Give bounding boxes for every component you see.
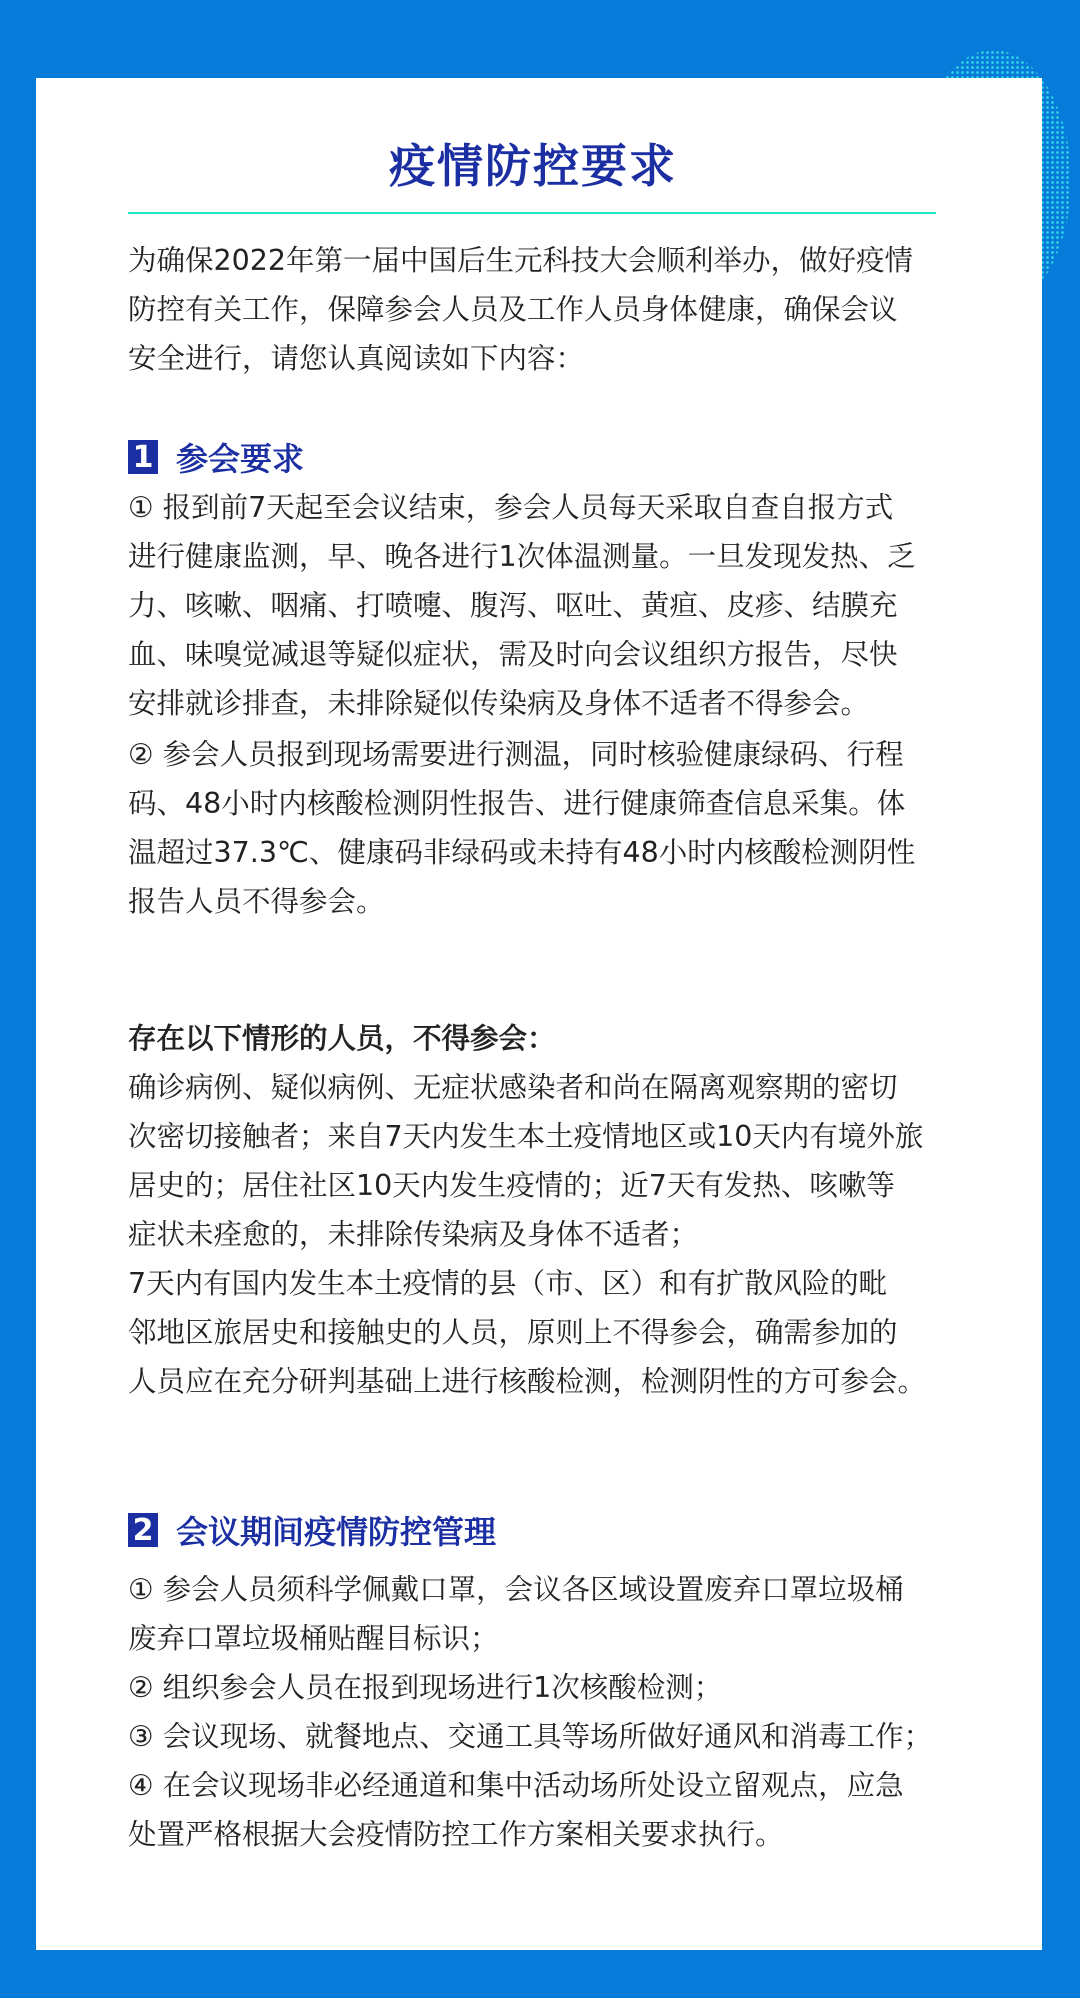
requirement-item-1 xyxy=(128,483,916,728)
section-2-items xyxy=(128,1565,932,1859)
section-number-badge: 2 xyxy=(128,1513,158,1547)
text-line: 处置严格根据大会疫情防控工作方案相关要求执行。 xyxy=(128,1818,784,1851)
text-line: 报告人员不得参会。 xyxy=(128,885,385,918)
section-1-items xyxy=(128,483,916,928)
intro-line: 为确保2022年第一届中国后生元科技大会顺利举办，做好疫情 xyxy=(128,244,914,277)
exclusion-block xyxy=(128,1014,926,1406)
section-1-header xyxy=(128,434,304,480)
text-line: 确诊病例、疑似病例、无症状感染者和尚在隔离观察期的密切 xyxy=(128,1071,898,1104)
content-card xyxy=(36,78,1042,1950)
text-line: 安排就诊排查，未排除疑似传染病及身体不适者不得参会。 xyxy=(128,687,870,720)
text-line: 码、48小时内核酸检测阴性报告、进行健康筛查信息采集。体 xyxy=(128,787,906,820)
text-line: ① 报到前7天起至会议结束，参会人员每天采取自查自报方式 xyxy=(128,491,894,524)
section-2-header xyxy=(128,1507,496,1553)
text-line: ① 参会人员须科学佩戴口罩，会议各区域设置废弃口罩垃圾桶 xyxy=(128,1573,904,1606)
requirement-item-2 xyxy=(128,730,916,926)
section-number-badge: 1 xyxy=(128,440,158,474)
exclusion-heading: 存在以下情形的人员，不得参会： xyxy=(128,1022,556,1055)
intro-paragraph xyxy=(128,236,913,383)
text-line: 7天内有国内发生本土疫情的县（市、区）和有扩散风险的毗 xyxy=(128,1267,888,1300)
text-line: ② 参会人员报到现场需要进行测温，同时核验健康绿码、行程 xyxy=(128,738,904,771)
text-line: ③ 会议现场、就餐地点、交通工具等场所做好通风和消毒工作； xyxy=(128,1720,933,1753)
text-line: 温超过37.3℃、健康码非绿码或未持有48小时内核酸检测阴性 xyxy=(128,836,916,869)
text-line: 居史的；居住社区10天内发生疫情的；近7天有发热、咳嗽等 xyxy=(128,1169,895,1202)
text-line: ② 组织参会人员在报到现场进行1次核酸检测； xyxy=(128,1671,723,1704)
text-line: 力、咳嗽、咽痛、打喷嚏、腹泻、呕吐、黄疸、皮疹、结膜充 xyxy=(128,589,898,622)
section-title: 会议期间疫情防控管理 xyxy=(176,1513,497,1551)
intro-line: 安全进行，请您认真阅读如下内容： xyxy=(128,342,585,375)
text-line: 血、味嗅觉减退等疑似症状，需及时向会议组织方报告，尽快 xyxy=(128,638,898,671)
text-line: ④ 在会议现场非必经通道和集中活动场所处设立留观点，应急 xyxy=(128,1769,904,1802)
text-line: 人员应在充分研判基础上进行核酸检测，检测阴性的方可参会。 xyxy=(128,1365,927,1398)
text-line: 邻地区旅居史和接触史的人员，原则上不得参会，确需参加的 xyxy=(128,1316,898,1349)
text-line: 症状未痊愈的，未排除传染病及身体不适者； xyxy=(128,1218,699,1251)
text-line: 进行健康监测，早、晚各进行1次体温测量。一旦发现发热、乏 xyxy=(128,540,916,573)
title-divider xyxy=(128,212,936,214)
text-line: 废弃口罩垃圾桶贴醒目标识； xyxy=(128,1622,499,1655)
text-line: 次密切接触者；来自7天内发生本土疫情地区或10天内有境外旅 xyxy=(128,1120,924,1153)
section-title: 参会要求 xyxy=(176,440,305,478)
page-title: 疫情防控要求 xyxy=(389,139,677,193)
intro-line: 防控有关工作，保障参会人员及工作人员身体健康，确保会议 xyxy=(128,293,898,326)
